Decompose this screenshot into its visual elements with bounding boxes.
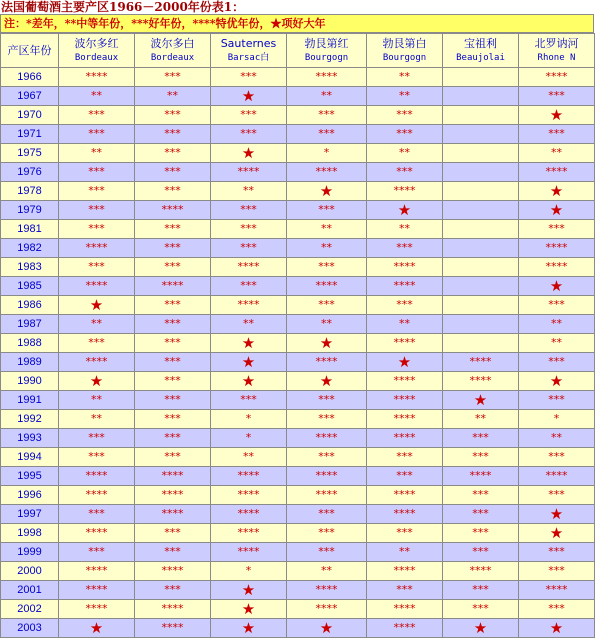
- table-row: [1, 182, 595, 201]
- table-row: [1, 543, 595, 562]
- rating-cell: ***: [135, 448, 211, 467]
- rating-cell: ***: [59, 182, 135, 201]
- rating-cell: ***: [135, 296, 211, 315]
- rating-cell: ***: [59, 220, 135, 239]
- header-sublabel: Bordeaux: [74, 52, 119, 63]
- header-label: 宝祖利: [464, 36, 497, 50]
- header-sublabel: Beaujolai: [456, 52, 505, 63]
- rating-cell: ***: [59, 543, 135, 562]
- header-sublabel: Bordeaux: [150, 52, 195, 63]
- header-label: 北罗讷河: [534, 36, 579, 50]
- rating-cell: [443, 106, 519, 125]
- rating-cell: ***: [443, 543, 519, 562]
- year-cell: 1978: [1, 182, 59, 201]
- rating-cell: ****: [367, 429, 443, 448]
- header-year: [1, 34, 59, 68]
- rating-cell: ****: [211, 296, 287, 315]
- rating-cell: ****: [211, 486, 287, 505]
- year-cell: 1989: [1, 353, 59, 372]
- rating-cell: ***: [367, 296, 443, 315]
- table-row: [1, 505, 595, 524]
- year-cell: 1991: [1, 391, 59, 410]
- year-cell: 1994: [1, 448, 59, 467]
- rating-cell: ***: [211, 68, 287, 87]
- rating-cell: ***: [59, 125, 135, 144]
- header-label: 勃艮第红: [304, 36, 349, 50]
- header-sublabel: Rhone N: [537, 52, 576, 63]
- rating-cell: ★: [519, 106, 595, 125]
- header-region: [367, 34, 443, 68]
- rating-cell: ***: [135, 524, 211, 543]
- rating-cell: ★: [211, 144, 287, 163]
- rating-cell: ★: [211, 87, 287, 106]
- header-region: [443, 34, 519, 68]
- rating-cell: ****: [367, 410, 443, 429]
- rating-cell: ***: [211, 277, 287, 296]
- table-row: [1, 391, 595, 410]
- table-row: [1, 144, 595, 163]
- rating-cell: ****: [135, 600, 211, 619]
- year-cell: 1985: [1, 277, 59, 296]
- table-row: [1, 87, 595, 106]
- table-row: [1, 410, 595, 429]
- rating-cell: [443, 334, 519, 353]
- rating-cell: ★: [211, 600, 287, 619]
- rating-cell: ***: [287, 296, 367, 315]
- rating-cell: *: [287, 144, 367, 163]
- year-cell: 2003: [1, 619, 59, 638]
- rating-cell: ****: [211, 505, 287, 524]
- year-cell: 1999: [1, 543, 59, 562]
- rating-cell: ***: [59, 505, 135, 524]
- rating-cell: [443, 163, 519, 182]
- year-cell: 1992: [1, 410, 59, 429]
- rating-cell: ***: [59, 334, 135, 353]
- page-title: 法国葡萄酒主要产区1966－2000年份表1：: [1, 0, 245, 14]
- table-row: [1, 201, 595, 220]
- rating-cell: [443, 239, 519, 258]
- rating-cell: ****: [519, 163, 595, 182]
- rating-cell: **: [443, 410, 519, 429]
- rating-cell: ***: [135, 581, 211, 600]
- rating-cell: ***: [135, 372, 211, 391]
- rating-cell: ★: [287, 372, 367, 391]
- year-cell: 2001: [1, 581, 59, 600]
- rating-cell: ****: [519, 467, 595, 486]
- rating-cell: ****: [287, 467, 367, 486]
- year-cell: 1987: [1, 315, 59, 334]
- rating-cell: ***: [367, 125, 443, 144]
- rating-cell: ***: [287, 410, 367, 429]
- rating-cell: ★: [519, 372, 595, 391]
- rating-cell: ***: [519, 296, 595, 315]
- rating-cell: ****: [367, 372, 443, 391]
- rating-cell: **: [367, 144, 443, 163]
- rating-cell: ****: [287, 163, 367, 182]
- rating-cell: ****: [59, 277, 135, 296]
- rating-cell: *: [211, 562, 287, 581]
- header-sublabel: Barsac白: [227, 52, 270, 63]
- rating-cell: [443, 68, 519, 87]
- year-cell: 1970: [1, 106, 59, 125]
- rating-cell: ★: [519, 277, 595, 296]
- rating-cell: ***: [287, 125, 367, 144]
- rating-cell: ***: [287, 543, 367, 562]
- year-cell: 1983: [1, 258, 59, 277]
- year-cell: 1979: [1, 201, 59, 220]
- rating-cell: ***: [287, 391, 367, 410]
- header-region: [59, 34, 135, 68]
- table-row: [1, 581, 595, 600]
- rating-cell: ***: [135, 410, 211, 429]
- rating-cell: ***: [287, 258, 367, 277]
- rating-cell: [443, 87, 519, 106]
- rating-cell: ★: [59, 619, 135, 638]
- year-cell: 2000: [1, 562, 59, 581]
- rating-cell: ***: [367, 239, 443, 258]
- rating-cell: ***: [135, 391, 211, 410]
- rating-cell: ***: [135, 258, 211, 277]
- rating-cell: ****: [135, 505, 211, 524]
- rating-cell: **: [287, 220, 367, 239]
- table-row: [1, 258, 595, 277]
- table-row: [1, 106, 595, 125]
- rating-cell: ***: [135, 182, 211, 201]
- rating-cell: ***: [135, 353, 211, 372]
- year-cell: 1993: [1, 429, 59, 448]
- year-cell: 1981: [1, 220, 59, 239]
- rating-cell: *: [211, 429, 287, 448]
- rating-cell: [443, 277, 519, 296]
- year-cell: 1990: [1, 372, 59, 391]
- rating-cell: ****: [367, 258, 443, 277]
- rating-cell: ***: [519, 448, 595, 467]
- rating-cell: ★: [443, 619, 519, 638]
- table-row: [1, 315, 595, 334]
- rating-cell: *: [211, 410, 287, 429]
- table-row: [1, 486, 595, 505]
- header-region: [287, 34, 367, 68]
- rating-cell: ***: [443, 448, 519, 467]
- rating-cell: ****: [211, 543, 287, 562]
- year-cell: 1986: [1, 296, 59, 315]
- rating-cell: ****: [287, 429, 367, 448]
- rating-cell: ***: [287, 505, 367, 524]
- year-cell: 1997: [1, 505, 59, 524]
- year-cell: 1988: [1, 334, 59, 353]
- rating-cell: **: [59, 315, 135, 334]
- rating-cell: ★: [211, 372, 287, 391]
- rating-cell: ★: [519, 201, 595, 220]
- rating-cell: ****: [135, 486, 211, 505]
- rating-cell: [443, 296, 519, 315]
- rating-cell: ***: [367, 524, 443, 543]
- table-row: [1, 448, 595, 467]
- rating-cell: ***: [287, 524, 367, 543]
- rating-cell: ****: [287, 600, 367, 619]
- rating-cell: ***: [367, 467, 443, 486]
- rating-cell: ***: [59, 106, 135, 125]
- rating-cell: ***: [519, 353, 595, 372]
- rating-cell: **: [367, 87, 443, 106]
- rating-cell: ****: [367, 182, 443, 201]
- rating-cell: ****: [211, 467, 287, 486]
- rating-cell: ***: [59, 258, 135, 277]
- rating-cell: ***: [211, 125, 287, 144]
- rating-cell: [443, 182, 519, 201]
- rating-cell: [443, 258, 519, 277]
- table-row: [1, 277, 595, 296]
- rating-cell: ★: [59, 296, 135, 315]
- rating-cell: ****: [287, 353, 367, 372]
- rating-cell: ****: [211, 524, 287, 543]
- rating-cell: ***: [367, 163, 443, 182]
- rating-cell: ****: [135, 277, 211, 296]
- rating-cell: ****: [519, 258, 595, 277]
- header-label: 勃艮第白: [382, 36, 427, 50]
- rating-cell: **: [287, 315, 367, 334]
- header-sublabel: Bourgogn: [304, 52, 349, 63]
- rating-cell: ****: [519, 239, 595, 258]
- year-cell: 1982: [1, 239, 59, 258]
- rating-cell: ***: [211, 106, 287, 125]
- rating-cell: ***: [59, 429, 135, 448]
- rating-cell: **: [211, 182, 287, 201]
- table-row: [1, 296, 595, 315]
- rating-cell: ***: [443, 486, 519, 505]
- rating-cell: ****: [367, 619, 443, 638]
- year-cell: 1966: [1, 68, 59, 87]
- rating-cell: ****: [211, 163, 287, 182]
- rating-cell: ***: [443, 600, 519, 619]
- rating-cell: ***: [519, 220, 595, 239]
- rating-cell: ★: [287, 619, 367, 638]
- rating-cell: ****: [287, 581, 367, 600]
- rating-cell: ★: [519, 524, 595, 543]
- rating-cell: ****: [211, 258, 287, 277]
- year-cell: 1998: [1, 524, 59, 543]
- rating-cell: ★: [211, 334, 287, 353]
- year-cell: 1995: [1, 467, 59, 486]
- table-row: [1, 239, 595, 258]
- rating-cell: ***: [135, 125, 211, 144]
- header-label: 波尔多白: [150, 36, 195, 50]
- rating-cell: **: [59, 391, 135, 410]
- rating-cell: ***: [135, 543, 211, 562]
- year-cell: 1967: [1, 87, 59, 106]
- rating-cell: ***: [135, 163, 211, 182]
- rating-cell: ****: [59, 524, 135, 543]
- rating-cell: ***: [135, 68, 211, 87]
- rating-cell: ***: [135, 106, 211, 125]
- rating-cell: ★: [287, 182, 367, 201]
- rating-cell: ***: [443, 581, 519, 600]
- rating-cell: ***: [443, 505, 519, 524]
- rating-cell: ****: [287, 277, 367, 296]
- rating-cell: ****: [135, 619, 211, 638]
- table-row: [1, 372, 595, 391]
- rating-cell: ***: [367, 448, 443, 467]
- rating-cell: **: [287, 239, 367, 258]
- rating-cell: ***: [519, 600, 595, 619]
- rating-cell: ****: [367, 505, 443, 524]
- rating-cell: [443, 220, 519, 239]
- rating-cell: ★: [211, 581, 287, 600]
- rating-cell: ***: [59, 201, 135, 220]
- header-sublabel: Bourgogn: [382, 52, 427, 63]
- rating-cell: [443, 201, 519, 220]
- rating-cell: **: [367, 220, 443, 239]
- rating-cell: ****: [59, 68, 135, 87]
- rating-cell: ★: [367, 353, 443, 372]
- legend-note: 注：*差年，**中等年份，***好年份，****特优年份，★项好大年: [0, 14, 594, 33]
- table-row: [1, 163, 595, 182]
- rating-cell: ★: [519, 182, 595, 201]
- vintage-table: [0, 33, 595, 638]
- table-row: [1, 524, 595, 543]
- header-label: Sauternes: [220, 36, 277, 50]
- table-row: [1, 125, 595, 144]
- rating-cell: **: [59, 410, 135, 429]
- rating-cell: ***: [135, 220, 211, 239]
- rating-cell: **: [367, 315, 443, 334]
- table-row: [1, 334, 595, 353]
- year-cell: 1975: [1, 144, 59, 163]
- rating-cell: ***: [135, 429, 211, 448]
- rating-cell: ★: [519, 619, 595, 638]
- rating-cell: **: [367, 543, 443, 562]
- rating-cell: ****: [367, 486, 443, 505]
- rating-cell: ***: [59, 163, 135, 182]
- table-row: [1, 429, 595, 448]
- rating-cell: ***: [135, 334, 211, 353]
- table-row: [1, 467, 595, 486]
- rating-cell: ****: [287, 68, 367, 87]
- rating-cell: **: [287, 562, 367, 581]
- rating-cell: **: [367, 68, 443, 87]
- table-row: [1, 562, 595, 581]
- rating-cell: ****: [367, 562, 443, 581]
- rating-cell: ***: [367, 581, 443, 600]
- rating-cell: ***: [519, 543, 595, 562]
- rating-cell: **: [211, 315, 287, 334]
- rating-cell: **: [211, 448, 287, 467]
- rating-cell: ****: [135, 201, 211, 220]
- rating-cell: ★: [287, 334, 367, 353]
- rating-cell: ★: [211, 619, 287, 638]
- rating-cell: ***: [135, 239, 211, 258]
- rating-cell: ★: [367, 201, 443, 220]
- rating-cell: **: [519, 315, 595, 334]
- rating-cell: ★: [519, 505, 595, 524]
- rating-cell: **: [519, 144, 595, 163]
- rating-cell: ****: [59, 562, 135, 581]
- rating-cell: ****: [443, 562, 519, 581]
- rating-cell: ****: [59, 486, 135, 505]
- rating-cell: ***: [443, 524, 519, 543]
- rating-cell: ****: [59, 353, 135, 372]
- rating-cell: **: [519, 334, 595, 353]
- rating-cell: ****: [519, 581, 595, 600]
- table-row: [1, 220, 595, 239]
- table-body: [1, 68, 595, 638]
- rating-cell: ***: [211, 201, 287, 220]
- rating-cell: ***: [135, 144, 211, 163]
- rating-cell: ***: [519, 87, 595, 106]
- rating-cell: ***: [287, 448, 367, 467]
- rating-cell: ***: [211, 391, 287, 410]
- rating-cell: ****: [59, 581, 135, 600]
- year-cell: 1976: [1, 163, 59, 182]
- rating-cell: ***: [519, 125, 595, 144]
- year-cell: 1996: [1, 486, 59, 505]
- rating-cell: ****: [519, 68, 595, 87]
- header-label: 产区年份: [7, 43, 52, 57]
- rating-cell: [443, 144, 519, 163]
- rating-cell: *: [519, 410, 595, 429]
- rating-cell: ***: [519, 486, 595, 505]
- rating-cell: ***: [367, 106, 443, 125]
- rating-cell: ****: [59, 600, 135, 619]
- header-region: [211, 34, 287, 68]
- rating-cell: ****: [367, 391, 443, 410]
- rating-cell: ***: [519, 562, 595, 581]
- table-row: [1, 619, 595, 638]
- table-row: [1, 600, 595, 619]
- rating-cell: ★: [59, 372, 135, 391]
- rating-cell: ***: [287, 201, 367, 220]
- rating-cell: **: [519, 429, 595, 448]
- rating-cell: ★: [211, 353, 287, 372]
- rating-cell: ****: [367, 277, 443, 296]
- rating-cell: ***: [135, 315, 211, 334]
- rating-cell: ***: [519, 391, 595, 410]
- rating-cell: ***: [211, 239, 287, 258]
- rating-cell: **: [59, 87, 135, 106]
- header-region: [519, 34, 595, 68]
- rating-cell: ***: [287, 106, 367, 125]
- header-region: [135, 34, 211, 68]
- rating-cell: ****: [59, 239, 135, 258]
- rating-cell: ****: [135, 562, 211, 581]
- year-cell: 1971: [1, 125, 59, 144]
- rating-cell: ****: [367, 600, 443, 619]
- rating-cell: ****: [287, 486, 367, 505]
- rating-cell: ****: [443, 372, 519, 391]
- rating-cell: ****: [135, 467, 211, 486]
- rating-cell: **: [287, 87, 367, 106]
- table-header-row: [1, 34, 595, 68]
- header-label: 波尔多红: [74, 36, 119, 50]
- table-row: [1, 353, 595, 372]
- table-row: [1, 68, 595, 87]
- rating-cell: ★: [443, 391, 519, 410]
- rating-cell: ****: [59, 467, 135, 486]
- rating-cell: ****: [443, 353, 519, 372]
- rating-cell: [443, 315, 519, 334]
- year-cell: 2002: [1, 600, 59, 619]
- rating-cell: ***: [211, 220, 287, 239]
- rating-cell: ***: [59, 448, 135, 467]
- rating-cell: ****: [443, 467, 519, 486]
- rating-cell: **: [59, 144, 135, 163]
- rating-cell: ****: [367, 334, 443, 353]
- rating-cell: ***: [443, 429, 519, 448]
- rating-cell: [443, 125, 519, 144]
- rating-cell: **: [135, 87, 211, 106]
